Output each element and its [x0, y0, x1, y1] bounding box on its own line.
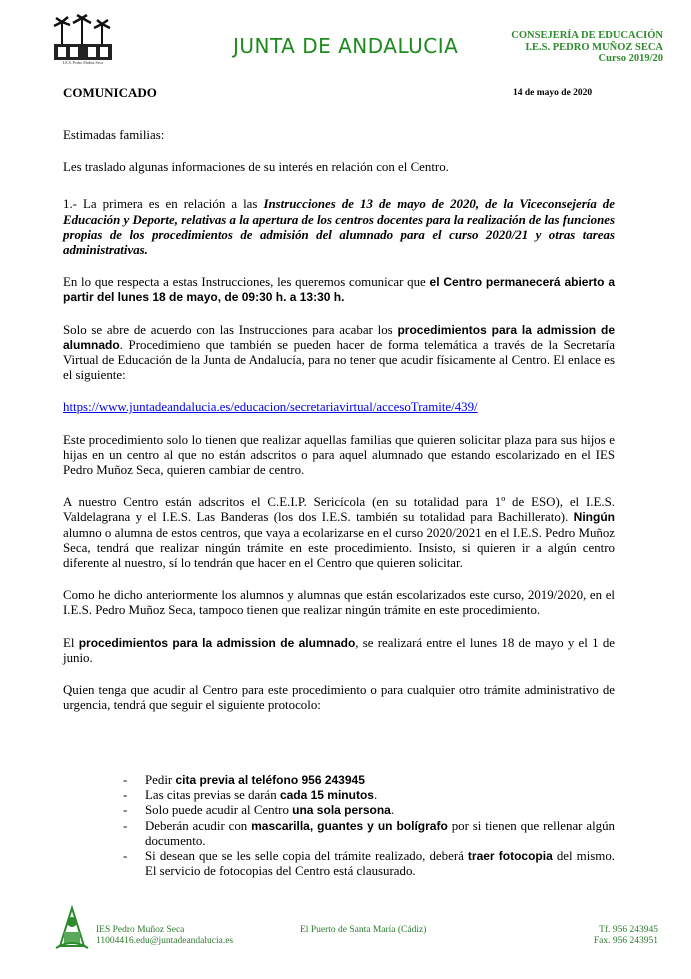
brand-title: JUNTA DE ANDALUCIA: [233, 34, 459, 58]
paragraph-protocol-intro: Quien tenga que acudir al Centro para este procedimiento o para cualquier otro trámite administrativo de urgencia, tendrá que seguir el siguiente protocolo:: [63, 683, 615, 713]
organization-block: [511, 30, 663, 65]
list-item: - Las citas previas se darán cada 15 minutos.: [123, 788, 378, 803]
paragraph-link: [63, 400, 615, 415]
secretaria-virtual-link[interactable]: https://www.juntadeandalucia.es/educacion/secretariavirtual/accesoTramite/439/: [63, 400, 478, 415]
paragraph-adscritos: A nuestro Centro están adscritos el C.E.I.P. Sericícola (en su totalidad para 1º de ESO), el I.E.S. Valdelagrana y el I.E.S. Las Banderas (los dos I.E.S. también su totalidad para Bachillerato). Ningún alumno o alumna de estos centros, que vaya a ecolarizarse en el curso 2020/2021 en el I.E.S. Pedro Muñoz Seca, tendrá que realizar ningún trámite en este procedimiento. Insisto, si quieren ir a algún centro diferente al nuestro, sí lo tendrán que hacer en el Centro que quieren solicitar.: [63, 495, 615, 571]
footer-phone: Tf. 956 243945: [599, 925, 658, 935]
list-item: - Si desean que se les selle copia del trámite realizado, deberá traer fotocopia del mismo. El servicio de fotocopias del Centro está clausurado.: [123, 849, 615, 879]
intro-paragraph: Les traslado algunas informaciones de su interés en relación con el Centro.: [63, 160, 449, 175]
footer-fax: Fax. 956 243951: [593, 936, 658, 946]
footer-school: IES Pedro Muñoz Seca 11004416.edu@juntadeandalucia.es: [96, 925, 234, 946]
logo-caption: I.E.S. Pedro Muñoz Seca: [62, 60, 104, 65]
list-item: - Deberán acudir con mascarilla, guantes y un bolígrafo por si tienen que rellenar algún documento.: [123, 818, 615, 848]
footer-city: El Puerto de Santa María (Cádiz): [300, 925, 427, 935]
org-line-2: I.E.S. PEDRO MUÑOZ SECA: [525, 41, 663, 53]
footer-email: 11004416.edu@juntadeandalucia.es: [96, 936, 234, 946]
list-item: - Solo puede acudir al Centro una sola persona.: [123, 803, 395, 818]
document-title: COMUNICADO: [63, 85, 157, 100]
opening-hours: el Centro permanecerá abierto a partir del lunes 18 de mayo, de 09:30 h. a 13:30 h.: [63, 275, 615, 305]
document-date: 14 de mayo de 2020: [513, 88, 593, 98]
paragraph-opening: En lo que respecta a estas Instrucciones, les queremos comunicar que el Centro permanecerá abierto a partir del lunes 18 de mayo, de 09:30 h. a 13:30 h.: [63, 275, 615, 305]
paragraph-who: Este procedimiento solo lo tienen que realizar aquellas familias que quieren solicitar plaza para sus hijos e hijas en un centro al que no están adscritos o para aquel alumnado que estando escolarizado en el IES Pedro Muñoz Seca, quieren cambiar de centro.: [63, 432, 615, 478]
list-item: - Pedir cita previa al teléfono 956 243945: [123, 773, 365, 787]
instructions-title: Instrucciones de 13 de mayo de 2020, de la Viceconsejería de Educación y Deporte, relativas a la apertura de los centros docentes para la realización de las funciones propias de los procedimientos de admisión del alumnado para el curso 2020/21 y otras tareas administrativas.: [63, 197, 615, 258]
paragraph-dates: El procedimientos para la admission de alumnado, se realizará entre el lunes 18 de mayo y el 1 de junio.: [63, 635, 615, 665]
paragraph-current-students: Como he dicho anteriormente los alumnos y alumnas que están escolarizados este curso, 2019/2020, en el I.E.S. Pedro Muñoz Seca, tampoco tienen que realizar ningún trámite en este procedimiento.: [63, 588, 615, 618]
junta-logo-icon: [52, 902, 92, 952]
footer-contact: [594, 925, 658, 947]
document-body: [63, 128, 615, 730]
org-line-3: Curso 2019/20: [598, 53, 663, 64]
paragraph-instructions: 1.- La primera es en relación a las Instrucciones de 13 de mayo de 2020, de la Viceconsejería de Educación y Deporte, relativas a la apertura de los centros docentes para la realización de las funciones propias de los procedimientos de admisión del alumnado para el curso 2020/21 y otras tareas administrativas.: [63, 197, 615, 258]
greeting: Estimadas familias:: [63, 128, 165, 142]
org-line-1: CONSEJERÍA DE EDUCACIÓN: [511, 30, 663, 41]
paragraph-purpose: Solo se abre de acuerdo con las Instrucciones para acabar los procedimientos para la admission de alumnado. Procedimieno que también se pueden hacer de forma telemática a través de la Secretaría Virtual de Educación de la Junta de Andalucía, para no tener que acudir físicamente al Centro. El enlace es el siguiente:: [63, 322, 615, 383]
protocol-list: [123, 773, 615, 879]
